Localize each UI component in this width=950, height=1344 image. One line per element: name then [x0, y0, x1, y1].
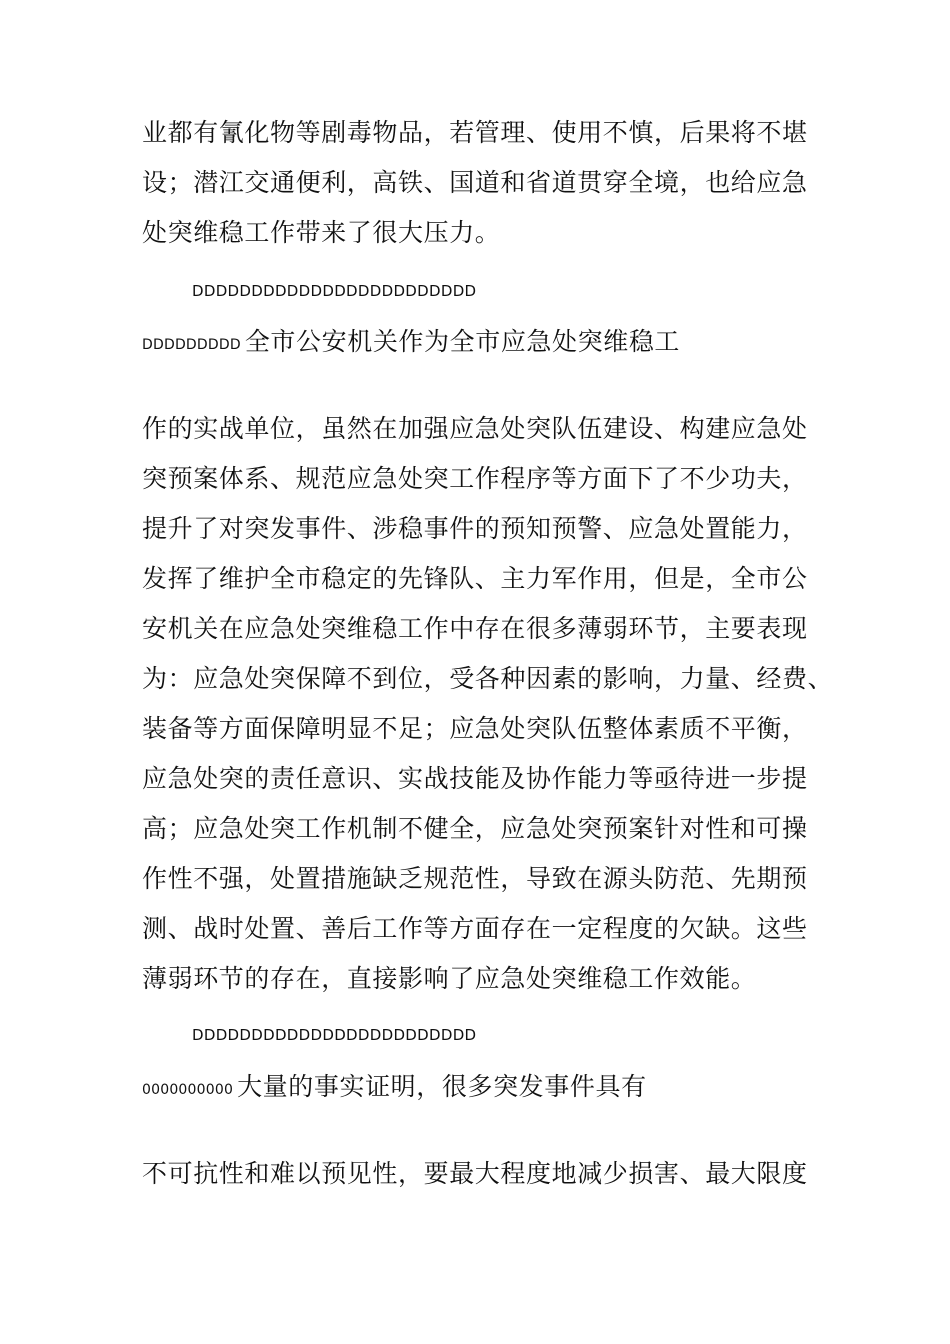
text-line: 处突维稳工作带来了很大压力。 [142, 218, 501, 247]
text-line: 提升了对突发事件、涉稳事件的预知预警、应急处置能力， [142, 514, 808, 543]
text-line: 作性不强，处置措施缺乏规范性，导致在源头防范、先期预 [142, 864, 808, 893]
section-heading [142, 325, 680, 362]
text-line: 作的实战单位，虽然在加强应急处突队伍建设、构建应急处 [142, 414, 808, 443]
text-line: 突预案体系、规范应急处突工作程序等方面下了不少功夫， [142, 464, 808, 493]
text-line: 安机关在应急处突维稳工作中存在很多薄弱环节，主要表现 [142, 614, 808, 643]
text-line: 高；应急处突工作机制不健全，应急处突预案针对性和可操 [142, 814, 808, 843]
text-line: 发挥了维护全市稳定的先锋队、主力军作用，但是，全市公 [142, 564, 808, 593]
text-line: 不可抗性和难以预见性，要最大程度地减少损害、最大限度 [142, 1159, 808, 1188]
placeholder-marker: DDDDDDDDDDDDDDDDDDDDDDDD [192, 1026, 477, 1044]
heading-prefix: 0000000000 [142, 1082, 234, 1098]
heading-prefix: DDDDDDDDD [142, 337, 241, 353]
text-line: 设；潜江交通便利，高铁、国道和省道贯穿全境，也给应急 [142, 168, 808, 197]
text-line: 装备等方面保障明显不足；应急处突队伍整体素质不平衡， [142, 714, 808, 743]
text-line: 应急处突的责任意识、实战技能及协作能力等亟待进一步提 [142, 764, 808, 793]
placeholder-marker: DDDDDDDDDDDDDDDDDDDDDDDD [192, 282, 477, 300]
section-heading [142, 1070, 647, 1107]
text-line: 为：应急处突保障不到位，受各种因素的影响，力量、经费、 [142, 664, 834, 693]
heading-text: 大量的事实证明，很多突发事件具有 [237, 1072, 647, 1101]
heading-text: 全市公安机关作为全市应急处突维稳工 [244, 327, 681, 356]
text-line: 测、战时处置、善后工作等方面存在一定程度的欠缺。这些 [142, 914, 808, 943]
text-line: 薄弱环节的存在，直接影响了应急处突维稳工作效能。 [142, 964, 757, 993]
text-line: 业都有氰化物等剧毒物品，若管理、使用不慎，后果将不堪 [142, 118, 808, 147]
